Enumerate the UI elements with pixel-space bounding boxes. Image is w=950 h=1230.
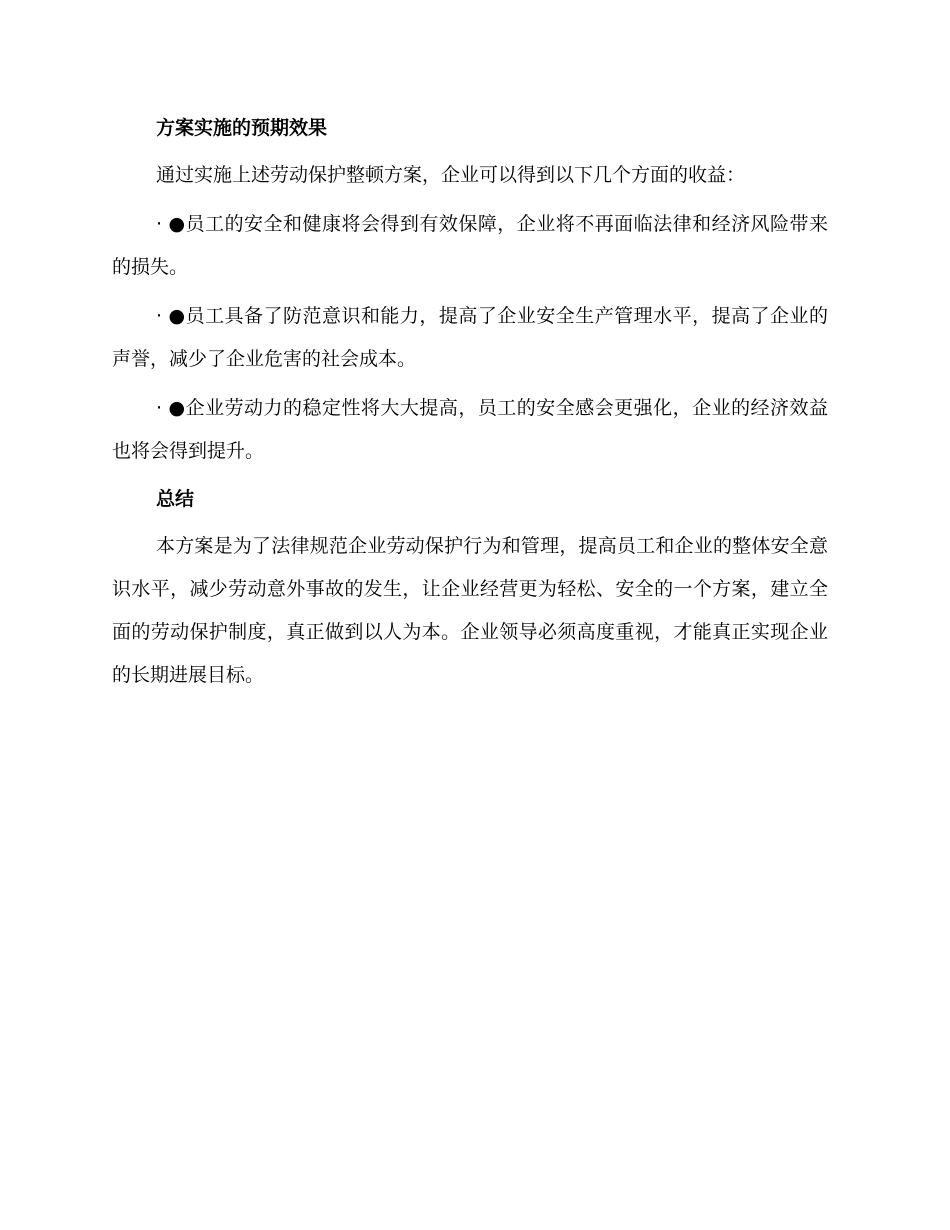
document-page xyxy=(112,108,828,697)
section-heading-summary: 总结 xyxy=(156,488,195,510)
bullet-item-2: · ●员工具备了防范意识和能力，提高了企业安全生产管理水平，提高了企业的声誉，减少了企业危害的社会成本。 xyxy=(112,305,828,370)
section-heading-expected-effects: 方案实施的预期效果 xyxy=(156,117,328,139)
bullet-item-3: · ●企业劳动力的稳定性将大大提高，员工的安全感会更强化，企业的经济效益也将会得到提升。 xyxy=(112,397,828,462)
intro-paragraph: 通过实施上述劳动保护整顿方案，企业可以得到以下几个方面的收益： xyxy=(156,164,746,186)
summary-paragraph: 本方案是为了法律规范企业劳动保护行为和管理，提高员工和企业的整体安全意识水平，减少劳动意外事故的发生，让企业经营更为轻松、安全的一个方案，建立全面的劳动保护制度，真正做到以人为本。企业领导必须高度重视，才能真正实现企业的长期进展目标。 xyxy=(112,535,828,686)
bullet-item-1: · ●员工的安全和健康将会得到有效保障，企业将不再面临法律和经济风险带来的损失。 xyxy=(112,213,828,278)
